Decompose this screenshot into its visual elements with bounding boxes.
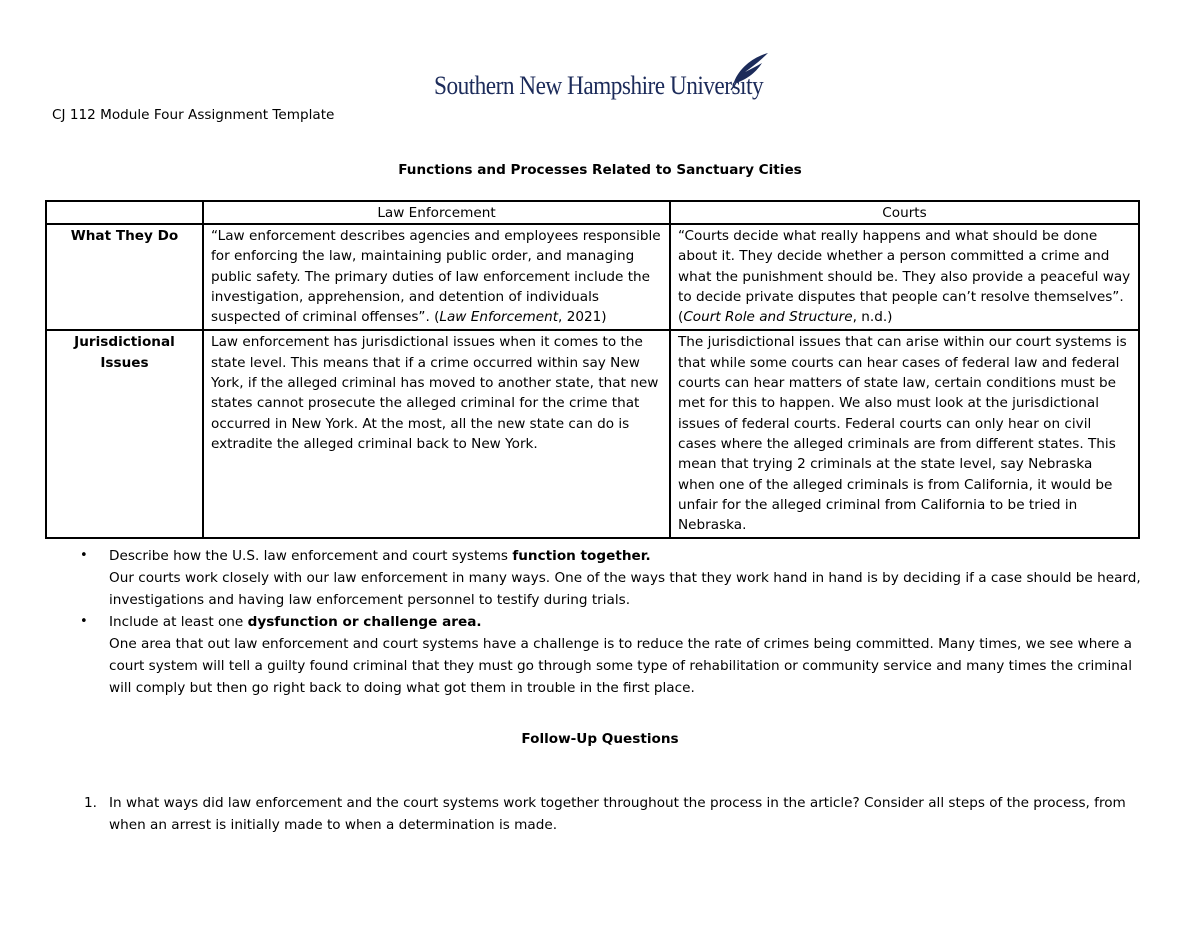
question-list	[84, 792, 1144, 836]
citation-rest: , 2021)	[558, 309, 607, 326]
bullet-icon: •	[80, 548, 88, 563]
cell-law-enforcement-what-they-do	[203, 224, 670, 330]
logo-wordmark: Southern New Hampshire University	[434, 70, 764, 100]
list-item	[84, 792, 1144, 836]
bullet-answer: Our courts work closely with our law enforcement in many ways. One of the ways that they work hand in hand is by deciding if a case should be heard, investigations and having law enforcement personnel to testify during trials.	[109, 570, 1141, 608]
cell-text: “Law enforcement describes agencies and employees responsible for enforcing the law, maintaining public order, and managing public safety. The primary duties of law enforcement include the investigation, apprehension, and detention of individuals suspected of criminal offenses”. (	[211, 228, 661, 326]
bullet-list	[78, 545, 1158, 699]
list-item	[78, 545, 1158, 611]
prompt-text: Include at least one	[109, 614, 248, 630]
row-label-what-they-do: What They Do	[46, 224, 203, 330]
university-logo	[434, 52, 768, 104]
cell-law-enforcement-jurisdictional: Law enforcement has jurisdictional issues when it comes to the state level. This means that if a crime occurred within say New York, if the alleged criminal has moved to another state, that new states cannot prosecute the alleged criminal for the crime that occurred in New York. At the most, all the new state can do is extradite the alleged criminal back to New York.	[203, 330, 670, 538]
table-row	[46, 224, 1139, 330]
citation-title: Law Enforcement	[439, 309, 559, 326]
bullet-icon: •	[80, 614, 88, 629]
prompt-bold: dysfunction or challenge area.	[247, 614, 482, 630]
list-item	[78, 611, 1158, 699]
bullet-prompt	[109, 611, 1158, 633]
table-header-courts: Courts	[670, 201, 1139, 224]
table-row	[46, 330, 1139, 538]
prompt-text: Describe how the U.S. law enforcement and court systems	[109, 548, 513, 564]
question-number: 1.	[84, 795, 97, 811]
table-header-row	[46, 201, 1139, 224]
cell-text: “Courts decide what really happens and what should be done about it. They decide whether a person committed a crime and what the punishment should be. They also provide a peaceful way to decide private disputes that people can’t resolve themselves”. (	[678, 228, 1131, 326]
question-text: In what ways did law enforcement and the court systems work together throughout the process in the article? Consider all steps of the process, from when an arrest is initially made to when a determination is made.	[109, 795, 1126, 833]
citation-title: Court Role and Structure	[683, 309, 853, 326]
follow-up-title: Follow-Up Questions	[521, 731, 679, 747]
document-title: Functions and Processes Related to Sanctuary Cities	[398, 162, 802, 178]
table-header-empty	[46, 201, 203, 224]
citation-rest: , n.d.)	[852, 309, 893, 326]
bullet-prompt	[109, 545, 1158, 567]
table-header-law-enforcement: Law Enforcement	[203, 201, 670, 224]
prompt-bold: function together.	[512, 548, 651, 564]
cell-courts-what-they-do	[670, 224, 1139, 330]
row-label-jurisdictional-issues: Jurisdictional Issues	[46, 330, 203, 538]
cell-courts-jurisdictional: The jurisdictional issues that can arise within our court systems is that while some courts can hear cases of federal law and federal courts can hear matters of state law, certain conditions must be met for this to happen. We also must look at the jurisdictional issues of federal courts. Federal courts can only hear on civil cases where the alleged criminals are from different states. This mean that trying 2 criminals at the state level, say Nebraska when one of the alleged criminals is from California, it would be unfair for the alleged criminal from California to be tried in Nebraska.	[670, 330, 1139, 538]
functions-table	[45, 200, 1140, 539]
course-title: CJ 112 Module Four Assignment Template	[52, 107, 335, 123]
bullet-answer: One area that out law enforcement and court systems have a challenge is to reduce the rate of crimes being committed. Many times, we see where a court system will tell a guilty found criminal that they must go through some type of rehabilitation or community service and many times the criminal will comply but then go right back to doing what got them in trouble in the first place.	[109, 636, 1132, 696]
